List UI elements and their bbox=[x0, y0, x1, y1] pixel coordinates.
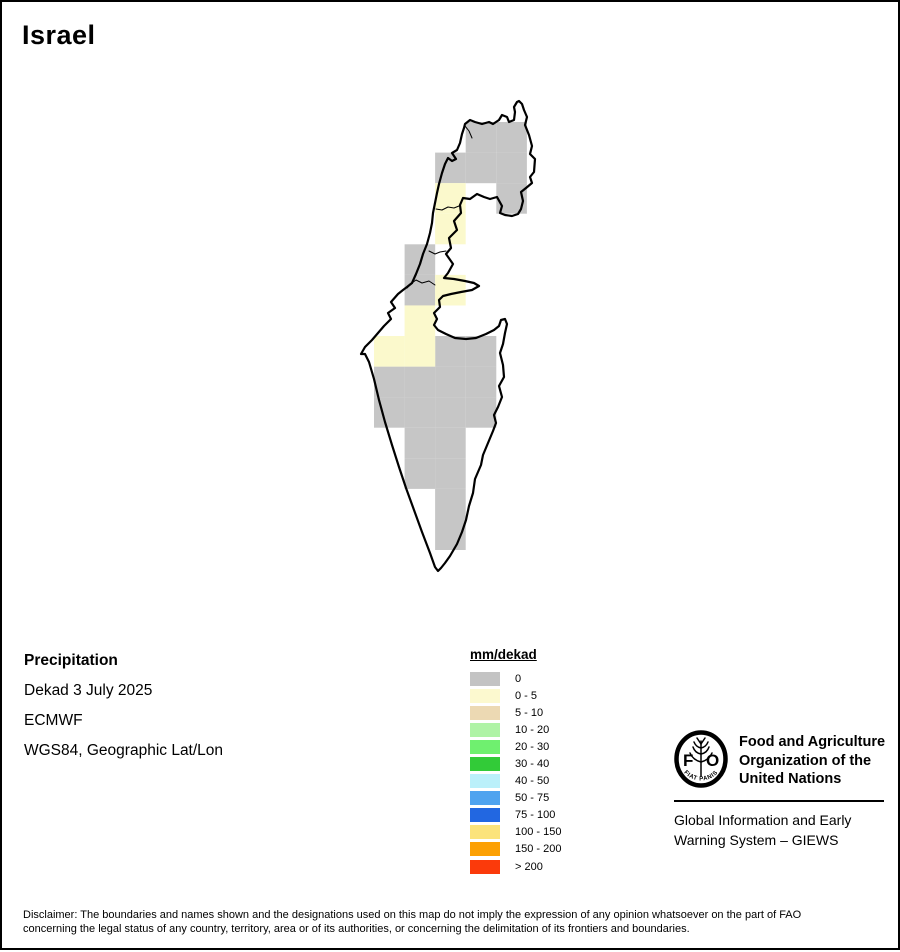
precip-cell-0 bbox=[405, 367, 436, 398]
legend-item-label: 75 - 100 bbox=[515, 809, 556, 822]
legend-item-label: 10 - 20 bbox=[515, 723, 550, 736]
precip-cell-0 bbox=[374, 367, 405, 398]
fao-org-line: Food and Agriculture bbox=[739, 734, 886, 750]
disclaimer-line: concerning the legal status of any country, territory, area or of its authorities, or concerning the delimitation of its frontiers and boundaries. bbox=[23, 922, 690, 935]
giews-line: Global Information and Early bbox=[674, 812, 852, 828]
info-product: Precipitation bbox=[24, 652, 118, 669]
legend-item bbox=[470, 704, 561, 721]
legend-swatch bbox=[470, 860, 500, 874]
legend-item bbox=[470, 670, 561, 687]
legend-item-label: 5 - 10 bbox=[515, 706, 544, 719]
precip-cell-0 bbox=[405, 397, 436, 428]
precip-cell-0 bbox=[466, 122, 497, 153]
precip-cell-0 bbox=[496, 153, 527, 184]
legend-item-label: 0 bbox=[515, 672, 522, 685]
legend-swatch bbox=[470, 808, 500, 822]
legend-swatch bbox=[470, 791, 500, 805]
giews-line: Warning System – GIEWS bbox=[674, 831, 839, 848]
legend-swatch bbox=[470, 774, 500, 788]
fao-divider-line bbox=[674, 800, 884, 802]
legend-item bbox=[470, 721, 561, 738]
fao-logo-motto: FIAT PANIS bbox=[682, 769, 720, 783]
fao-logo bbox=[673, 729, 729, 789]
legend-item-label: 0 - 5 bbox=[515, 689, 538, 702]
precip-cell-0 bbox=[435, 397, 466, 428]
legend-item bbox=[470, 841, 561, 858]
legend-item-label: 50 - 75 bbox=[515, 792, 550, 805]
precip-cell-0 bbox=[405, 275, 436, 306]
precip-cell-0 bbox=[405, 428, 436, 459]
precip-cell-0 bbox=[466, 153, 497, 184]
precip-cell-0 bbox=[435, 336, 466, 367]
legend-swatch bbox=[470, 740, 500, 754]
fao-org-line: Organization of the bbox=[739, 752, 872, 769]
precip-cell-0-5 bbox=[405, 336, 436, 367]
fao-org-line: United Nations bbox=[739, 771, 842, 787]
legend-item-label: 20 - 30 bbox=[515, 740, 550, 753]
legend-item bbox=[470, 773, 561, 790]
legend-item-label: 40 - 50 bbox=[515, 775, 550, 788]
legend-item bbox=[470, 738, 561, 755]
info-projection: WGS84, Geographic Lat/Lon bbox=[24, 742, 224, 759]
legend bbox=[470, 647, 561, 875]
fao-org-name bbox=[739, 733, 885, 789]
precip-cell-0 bbox=[405, 458, 436, 489]
legend-item-label: 100 - 150 bbox=[515, 826, 562, 839]
info-source: ECMWF bbox=[24, 712, 83, 729]
precip-cell-0 bbox=[466, 397, 497, 428]
precip-cell-0 bbox=[466, 336, 497, 367]
legend-items bbox=[470, 670, 561, 875]
precip-cell-0-5 bbox=[374, 336, 405, 367]
giews-label bbox=[674, 811, 851, 850]
legend-swatch bbox=[470, 706, 500, 720]
fao-logo-letter-o: O bbox=[706, 751, 720, 770]
map-info-block bbox=[24, 652, 223, 772]
fao-logo-letter-f: F bbox=[683, 751, 694, 770]
precip-cell-0 bbox=[496, 122, 527, 153]
legend-item-label: > 200 bbox=[515, 860, 543, 873]
precip-cell-0 bbox=[435, 458, 466, 489]
legend-item bbox=[470, 687, 561, 704]
info-dekad: Dekad 3 July 2025 bbox=[24, 682, 153, 699]
legend-item bbox=[470, 824, 561, 841]
legend-swatch bbox=[470, 757, 500, 771]
legend-item bbox=[470, 790, 561, 807]
precip-cell-0-5 bbox=[405, 305, 436, 336]
legend-swatch bbox=[470, 672, 500, 686]
israel-precipitation-map bbox=[2, 2, 900, 952]
disclaimer-line: Disclaimer: The boundaries and names shown and the designations used on this map do not imply the expression of any opinion whatsoever on the part of FAO bbox=[23, 909, 802, 921]
legend-title: mm/dekad bbox=[470, 647, 537, 662]
legend-item bbox=[470, 858, 561, 875]
page-title: Israel bbox=[22, 20, 96, 50]
legend-item bbox=[470, 755, 561, 772]
precip-cell-0 bbox=[405, 244, 436, 275]
precip-cell-0 bbox=[435, 489, 466, 520]
legend-swatch bbox=[470, 825, 500, 839]
legend-swatch bbox=[470, 723, 500, 737]
legend-item bbox=[470, 807, 561, 824]
precip-cell-0 bbox=[435, 367, 466, 398]
legend-item-label: 150 - 200 bbox=[515, 843, 562, 856]
disclaimer-text bbox=[23, 909, 868, 936]
legend-swatch bbox=[470, 842, 500, 856]
legend-swatch bbox=[470, 689, 500, 703]
precip-cell-0 bbox=[466, 367, 497, 398]
precip-cell-0 bbox=[435, 428, 466, 459]
legend-item-label: 30 - 40 bbox=[515, 758, 550, 771]
